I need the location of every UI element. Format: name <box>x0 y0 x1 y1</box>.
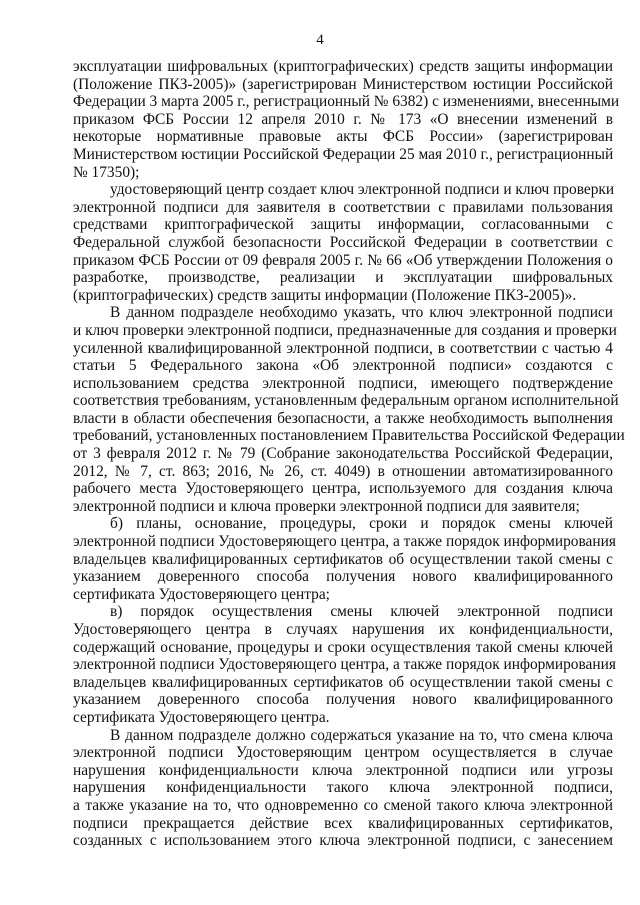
text-line: Удостоверяющего центра в случаях нарушения их конфиденциальности, <box>73 621 613 638</box>
text-line: и ключ проверки электронной подписи, предназначенные для создания и проверки <box>73 321 617 339</box>
text-line: созданных с использованием этого ключа электронной подписи, с занесением <box>73 832 613 850</box>
text-line: сертификата Удостоверяющего центра; <box>73 585 330 603</box>
text-line: указанием доверенного способа получения нового квалифицированного <box>73 691 613 709</box>
text-line: Министерством юстиции Российской Федерации 25 мая 2010 г., регистрационный <box>73 145 614 163</box>
text-line: некоторые нормативные правовые акты ФСБ России» (зарегистрирован <box>73 128 613 146</box>
text-line: требований, установленных постановлением Правительства Российской Федерации <box>73 427 625 445</box>
text-line: разработке, производстве, реализации и эксплуатации шифровальных <box>73 269 613 287</box>
text-line: соответствия требованиям, установленным федеральным органом исполнительной <box>73 392 619 410</box>
text-line: нарушения конфиденциальности ключа электронной подписи или угрозы <box>73 761 613 779</box>
paragraph-p3 <box>73 304 625 515</box>
paragraph-p1 <box>73 58 620 181</box>
text-line: рабочего места Удостоверяющего центра, используемого для создания ключа <box>73 480 613 498</box>
text-line: удостоверяющий центр создает ключ электронной подписи и ключ проверки <box>110 181 615 199</box>
text-line: а также указание на то, что одновременно со сменой такого ключа электронной <box>73 796 613 814</box>
text-line: б) планы, основание, процедуры, сроки и порядок смены ключей <box>110 515 613 533</box>
text-line: 2012, № 7, ст. 863; 2016, № 26, ст. 4049) в отношении автоматизированного <box>73 462 613 480</box>
text-line: в) порядок осуществления смены ключей электронной подписи <box>110 603 613 621</box>
text-line: электронной подписи и ключа проверки электронной подписи для заявителя; <box>73 497 580 515</box>
text-line: средствами криптографической защиты информации, согласованными с <box>73 216 613 234</box>
text-line: владельцев квалифицированных сертификатов об осуществлении такой смены с <box>73 673 613 691</box>
text-line: нарушения конфиденциальности такого ключа электронной подписи, <box>73 779 613 797</box>
text-line: электронной подписи Удостоверяющим центром осуществляется в случае <box>73 744 613 762</box>
text-line: приказом ФСБ России от 09 февраля 2005 г. № 66 «Об утверждении Положения о <box>73 251 613 269</box>
text-line: содержащий основание, процедуры и сроки осуществления такой смены ключей <box>73 638 613 656</box>
text-line: приказом ФСБ России 12 апреля 2010 г. № 173 «О внесении изменений в <box>73 110 613 128</box>
text-line: от 3 февраля 2012 г. № 79 (Собрание законодательства Российской Федерации, <box>73 445 613 463</box>
text-line: владельцев квалифицированных сертификатов об осуществлении такой смены с <box>73 550 613 568</box>
text-line: подписи прекращается действие всех квалифицированных сертификатов, <box>73 814 613 832</box>
text-line: статьи 5 Федерального закона «Об электронной подписи» создаются с <box>73 357 613 375</box>
text-line: В данном подразделе необходимо указать, что ключ электронной подписи <box>110 304 613 322</box>
document-body <box>73 58 625 850</box>
paragraph-p5 <box>73 603 616 726</box>
text-line: использованием средства электронной подписи, имеющего подтверждение <box>73 374 613 392</box>
page-number: 4 <box>316 32 324 48</box>
text-line: Федерации 3 марта 2005 г., регистрационный № 6382) с изменениями, внесенными <box>73 93 620 111</box>
text-line: усиленной квалифицированной электронной подписи, в соответствии с частью 4 <box>73 339 613 357</box>
paragraph-p2 <box>73 181 613 304</box>
paragraph-p4 <box>73 515 616 603</box>
text-line: (криптографических) средств защиты информации (Положение ПКЗ-2005)». <box>73 286 577 304</box>
text-line: власти в области обеспечения безопасности, а также необходимость выполнения <box>73 409 613 427</box>
text-line: эксплуатации шифровальных (криптографических) средств защиты информации <box>73 58 613 75</box>
text-line: указанием доверенного способа получения нового квалифицированного <box>73 568 613 586</box>
text-line: электронной подписи Удостоверяющего центра, а также порядок информирования <box>73 533 616 551</box>
text-line: электронной подписи для заявителя в соответствии с правилами пользования <box>73 198 613 216</box>
text-line: сертификата Удостоверяющего центра. <box>73 708 330 726</box>
text-line: электронной подписи Удостоверяющего центра, а также порядок информирования <box>73 656 616 674</box>
text-line: В данном подразделе должно содержаться указание на то, что смена ключа <box>110 726 613 744</box>
paragraph-p6 <box>73 727 613 850</box>
text-line: Федеральной службой безопасности Российской Федерации в соответствии с <box>73 233 613 251</box>
text-line: № 17350); <box>73 163 140 181</box>
text-line: (Положение ПКЗ-2005)» (зарегистрирован Министерством юстиции Российской <box>73 75 613 93</box>
